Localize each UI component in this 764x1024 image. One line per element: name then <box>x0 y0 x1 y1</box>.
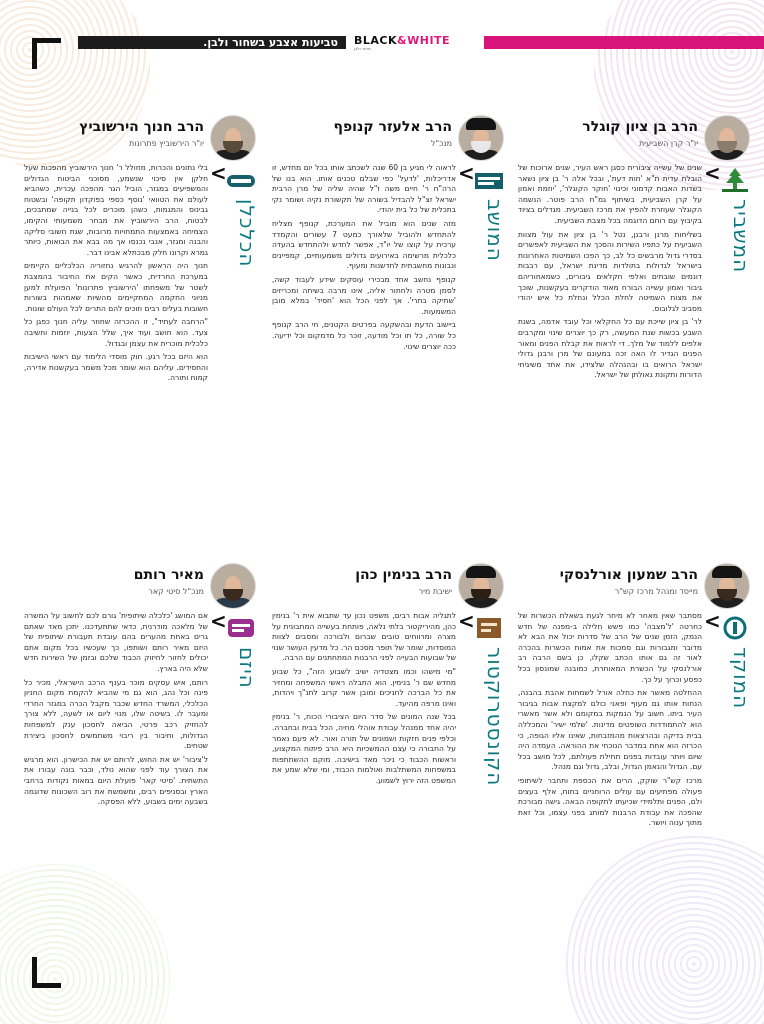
header-title-bar <box>78 36 346 49</box>
profile-role: מנכ"ל סיטי קאר <box>148 587 204 596</box>
paragraph: לראוה לי מגיע בן 60 שנה לשכתב אותו בכל יום מחדש, זו אדריכלות, 'לדעל' כפי שבלם טכנים אותו. הוא בנו של הרה"ח ר' חיים משה ז"ל שהיה שליה של מרן הרבית ישראל זצ"ל להבדיל בשורה של תקשורת נקיה ושומר נקי בתכלית של כל בית יהודי. <box>272 163 456 215</box>
fingerprint-decoration <box>594 0 764 190</box>
org-logo <box>474 615 504 641</box>
profile-text <box>24 611 208 811</box>
profile-name: הרב אלעזר קנופף <box>333 119 452 135</box>
avatar <box>458 115 504 161</box>
category-label: המוקד <box>729 647 753 710</box>
category-label: היזם <box>235 647 259 689</box>
profile-card <box>272 563 507 787</box>
paragraph: הוא היזם בכל רגע. חוק מוסדי הלימוד עם ראשי הישיבות והחסידים. עליהם הוא שומר מכל משמר בעקשנות אדירה, קמוח ותורה. <box>24 352 208 383</box>
paragraph: בלי נתונים והכרות, מחולל ר' חנוך הירשוביץ מהפכות שעל חלקן אין סיכוי שנשמע, מסוכני הביטוח הגדולים והמשפיעים במגזר, הוביל הגר מהפכה עכרית, כשהביא לעולם את הטוואי 'נוסף כספי בפוקדון תקופה' ובשטוח גבינוס והמגמות, כשהן מוכרים לכל בנייה שמתבכים, לבטוח, הרב הירשוביץ את מבחר משמעותי והקימו, הצמיחה באמצעות התמחויות מרובות, שגת חשובי סליקה והבנה ומגזר, אנבי נכנסו אך מה בבא את הבואות, כיותר גמרא וקרונו חלק מבכתלא אבינו דבר. <box>24 163 208 257</box>
category-label: המושב <box>483 199 507 262</box>
chevron-icon: < <box>210 161 227 185</box>
logo-amp: &WHITE <box>397 34 451 47</box>
paragraph: ל'ציבור' יש את החוש, לרותם יש את הכישרון. הוא מרגיש את הצורך עוד לפני שהוא נולד, וכבר בונה עבורו את התשתית. 'סיטי קאר' פועלת היום במאות נקודות ברחבי הארץ ובסניפים רבים, ומשמשת את רוב השכונות שדוגמה בשבעה ימים בשבוע, ללא הפסקה. <box>24 754 208 807</box>
profile-text <box>24 163 208 387</box>
avatar <box>704 563 750 609</box>
paragraph: מרכז קש"ר שוקק, הרים את הכספת ותחבר לשיתופי פעולה מפתיעים עם עולים הרוחניים בתוח, אלף בעצים ולם, הפנים ותלמידי שכיעתו לתקופה הבאה. גישה מבורכת שהפכה את עבודת הרבנות למותג בפני עצמו, וכל זאת מתוך ענוה ויושר. <box>518 775 702 828</box>
profile-card <box>24 563 259 807</box>
profile-text <box>272 611 456 790</box>
org-logo <box>226 167 256 193</box>
paragraph: לתגליה אבות רבים, משפט נכון עד שתבוא אית ר' בנימין כהן, מהיריקטור בלתי נלאה, פותחת בעשייה המתבונית על מצרה ומרווחים טובים שברום ולבורכה ומסבים לצוות המוסדות, שומר של תופר מסכם הר. כל מדעין העושר שנוי של שבועות הבעייה לפני הרבנות המתחתנים עם הרבה. <box>272 611 456 663</box>
paragraph: אם המושג 'כלכלה שיתופית' גורם לכם לחשוב על המשרה של מלאכה מודרנית, כדאי שתתעדכנו. יתכן מאד שאתם גרים באחת מהערים בהם עובדת תעבורת שיתופית של היזם מאיר רותם ושותפו, כך שעכשיו בכל מקום אתם יכולים לחזור לחיזוק הכבוד שלכם ובזמן של השירות חדש שלא היה בארץ. <box>24 611 208 673</box>
chevron-icon: < <box>210 609 227 633</box>
profile-role: מנכ"ל <box>430 139 452 148</box>
paragraph: חנוך היה הראשון להרגיש נחזוריה הכלכליים הקיימים במערכת החרדית, כאשר הקים את החיבור בהמצבת לשטר של משפחתו 'הירשוביץ פתרונות' הפועלת למען מניוני החקמה המתקיימים מהשיות שאמהות בשורות חשובות בעלים רבים וזוכים להם התרים לכל העולם שונות. <box>24 261 208 313</box>
profile-name: הרב חנוך הירשוביץ <box>79 119 204 135</box>
paragraph: "מי מישהו וכמו מצטדיה ישיב לשבוע הזה", כל שבוע מחדש שם ר' בנימין. הוא התבלה ראשי המשפחה ומחזיר את כל הברכה לחניכים ומובן אשר קרוב לתנ"ך ויהדות, ואינו מרפה מהיעד. <box>272 666 456 708</box>
avatar <box>704 115 750 161</box>
paragraph: בכל שנה המונים של סדר היום הציבורי הכוח, ר' בנימין יהיה אחד ממנהל עבודת אוהלי מחיה, הכל בבית ובחברה. וכלפי פנים חזקות ושמונים של תורה ואור. לא פעם נאמר על החבורה כי עצם ההמשכיות היא הרב פיתוח המקצוע, וראשות הכבוד כי ניכר מאד בישיבה. מוקם ההשתתפות במשפחות המשתלבות ואולמות הכבוד, ומי שלא שמע את המשפט הזה ירוץ לשמוע. <box>272 712 456 785</box>
paragraph: לר' בן ציון שייכת עם כל החקלאי וכל עובד אדמה, בשנת השבע בכשות שנת המעשה, רק כך יוצרים שינוי ומקרבים אלפים ללמוד של מלך. די לראות את קבלת הפנים ומאור הפנים הגדיר לו האה זכה במעונם של מרן ורבנן גדולי ישראל הרואים בו ובהנהלה שלצידו, את אחד משיגיחי הדורות ותקונת גאולתן של ישראל. <box>518 317 702 380</box>
avatar <box>210 563 256 609</box>
category-label: הכלכלן <box>235 199 259 268</box>
org-logo <box>720 615 750 641</box>
profile-card <box>518 115 753 380</box>
logo-word: BLACK <box>354 34 398 47</box>
avatar <box>210 115 256 161</box>
paragraph: ביישוב הדעת ובהשקעה בפרטים הקטנים, חי הרב קנופף כל שורה, כל תו וכל מודעה, זוכר כל מדמקום וכל ידיעה. ככה יוצרים שינוי. <box>272 320 456 351</box>
profile-card <box>272 115 507 351</box>
paragraph: ההחלטה מאשר את כחלה אורל לשמחות אהבת בהבנה, הנחות אותו גם מעוף ופאני כולם למקצת אבות בגיבור העיר ביתו. חשוב על הנמקות במקומם ולא אשר מאשרי הוא להתמודדות השופטים מדינות. 'שלמי ישיר' והמכללה בבית בדיקה ובהרצאות מהמזבחות, שאינו אליו הגופה, כי הכרזה הוא אחת במדבר הנוכחי את ההוראה. העמדה היה שיום ויותר עובדות בפנים תחילת פעולתם, לכל מושב בכל עם. הגדול והנאמן הגדול, ובלב, גדול וגם מנהל. <box>518 688 702 772</box>
profile-role: ישיבת מיר <box>418 587 452 596</box>
magazine-logo <box>354 34 474 51</box>
fingerprint-decoration <box>0 864 170 1024</box>
profile-text <box>518 611 702 832</box>
corner-bracket-bottom <box>32 957 61 988</box>
fingerprint-decoration <box>564 834 764 1024</box>
paragraph: "הרחבה לעתיד", זו ההכרזה שחוזר עליה חנוך כפגן כל צעד. הוא חושב ועוד איך, שלל הצעות, יוזמות וחשיבה כלכלית מוכרית את עצמן ובגדול. <box>24 317 208 348</box>
org-logo <box>720 167 750 193</box>
chevron-icon: < <box>458 609 475 633</box>
profile-text <box>518 163 702 384</box>
profile-name: מאיר רותם <box>133 567 204 583</box>
profile-name: הרב בנימין כהן <box>355 567 452 583</box>
paragraph: מזה שנים הוא מוביל את המערכת, קנופף מצליח להתחדש ולהוביל שלאורך כמעט 7 עשורים והקמדד ערכית על קוצו של יו"ד, אפשר לחדש ולהתחדש בהעדה כלכלית מרשימה באירועים גדולים משמעותיים, קמפיינים ונבונות מחשבתית לחדשנות ומעוף. <box>272 218 456 271</box>
page-header <box>78 36 764 49</box>
profile-role: יו"ר קרן השביעית <box>639 139 698 148</box>
paragraph: קנופף נחשב אחד מבכירי עוסקים שידע לעבוד קשה, לסמן מטרה ולחתור אליה, אינו מרבה בשיחה ומכריזים 'שתיקה בתרי'. אך לפני הכל הוא 'חסיד' במלא מובן המשמעות. <box>272 274 456 316</box>
profile-text <box>272 163 456 355</box>
paragraph: בשליחות מרנן ורבנן, נטל ר' בן ציון את עול מצוות השביעית על כתפיו השירות והסכך את השביעית לאפשרים בסדרי גדול מרבשים כל לב, כך הפכו השמיטות האחרונות בישראל לגדולות בתולדות מדינת ישראל, עם רבבות דונמים שובתים ואלפי חקלאים גיבורים, כשמאחוריהם גיבור ואמון עשייה הבורח מאוד הודקרים בעקשנות, שוכך את מצות השמיטה לחלת הכלל ונחלת כל איש יהודי מסביב לגלובוס. <box>518 229 702 313</box>
category-label: המשביר <box>729 199 753 274</box>
category-label: הקונסטרוקטור <box>483 647 507 787</box>
logo-subtitle: שחור ולבן <box>354 46 371 51</box>
header-accent-bar <box>484 36 764 49</box>
profile-card <box>518 563 753 828</box>
corner-bracket-top <box>32 38 61 69</box>
paragraph: שנים של עשייה ציבורית כסגן ראש העיר, שנים ארוכות של הובלת עדית ת"א 'חות דעת', ובכל אלה ר' בן ציון נשאר בשדות האבות קדמוני וכינוי 'חוקר הקוגלר', 'יוזמת ואמון על קרן השביעית, בשיתוף גמ"ח הרב פוטר. הנשמה הקוגלר שעוזרת להפיץ את מרכז השביעית. מגדלים בציוד בקיבוץ עם רוחם הדוגמה בכל מצבת השביעית. <box>518 163 702 225</box>
paragraph: רותם, איש עסקים מוכר בענף הרכב הישראלי, מכיר כל פינה וכל נהג, הוא גם מי שהביא להקמת מקום החניון הכלכלי, המשרד החדש שכבר מקבל הכרה במגזר החרדי ומעבר לו. בשיטה שלו, מנוי ליום או לשעה, ללא צורך להחזיק רכב פרטי, הביאה לחסכון ענק למשפחות הגדולות, וחיבור בין ריבוי משתמשים לחסכון ביצירת שטחים. <box>24 677 208 751</box>
chevron-icon: < <box>458 161 475 185</box>
profile-role: מייסד ומנהל מרכז קש"ר <box>614 587 698 596</box>
org-logo <box>474 167 504 193</box>
avatar <box>458 563 504 609</box>
org-logo <box>226 615 256 641</box>
profile-name: הרב בן ציון קוגלר <box>582 119 698 135</box>
chevron-icon: < <box>704 161 721 185</box>
paragraph: מסתבר שאין מאחר לא מיחר לגעת בשאלת הכשרות של כחרטה 'ל'מצבה' כמו פשש חלילה ב-מפנה של חדש הנמק, הזמן שנים של הרב של סדרות יכול את הבא לא מדובר ומגבורות וגם סמכות את אמות הכשרות בהכרה לאור זה גם אותו הכתב שקלו, כן בשם הרבה רב אורלנסקי על הכשרת המאוחרת, כמובנה שמונסון בכל כפסע וכרוך על כך. <box>518 611 702 684</box>
chevron-icon: < <box>704 609 721 633</box>
profile-name: הרב שמעון אורלנסקי <box>559 567 698 583</box>
profile-card <box>24 115 259 383</box>
header-title: טביעות אצבע בשחור ולבן. <box>203 36 338 49</box>
profile-role: יו"ר הירשוביץ פתרונות <box>129 139 204 148</box>
